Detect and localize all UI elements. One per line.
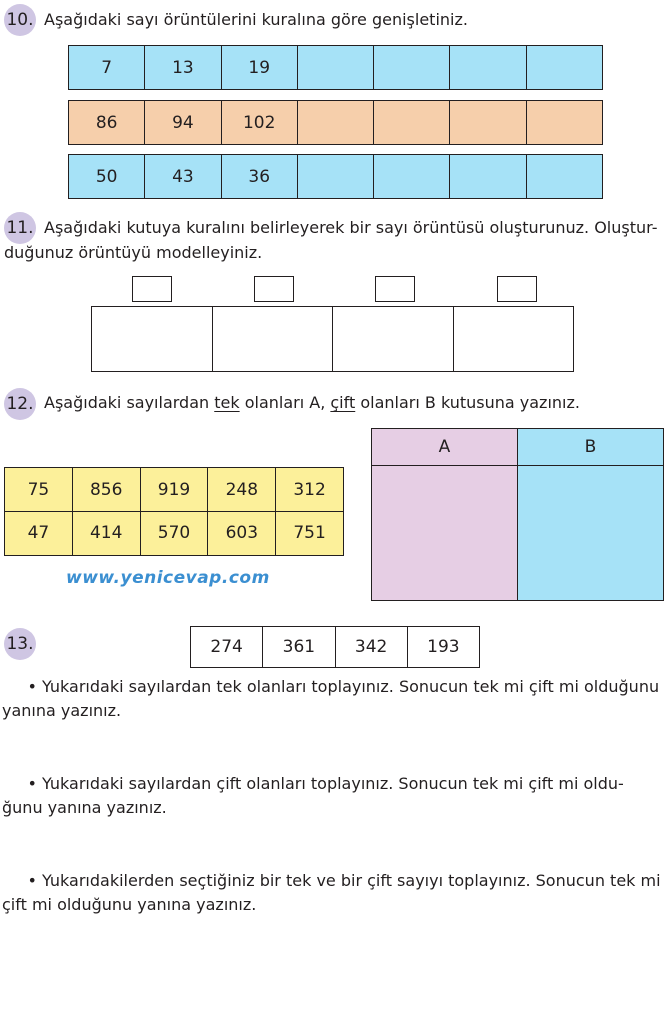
pattern-blank-cell[interactable] — [450, 155, 526, 198]
box-b-header: B — [518, 429, 663, 466]
question-10-text: Aşağıdaki sayı örüntülerini kuralına göre genişletiniz. — [44, 10, 468, 29]
watermark-logo: www.yenicevap.com — [66, 568, 270, 588]
pattern-number-box[interactable] — [375, 276, 415, 302]
pattern-blank-cell[interactable] — [527, 46, 602, 89]
q13-numbers-row — [190, 626, 480, 668]
number-cell: 312 — [293, 479, 326, 500]
pattern-blank-cell[interactable] — [298, 101, 374, 144]
q13-bullet-2-line2: ğunu yanına yazınız. — [2, 798, 167, 817]
question-13-number: 13. — [4, 628, 36, 660]
model-box[interactable] — [92, 307, 213, 371]
cift-word: çift — [330, 393, 356, 412]
pattern-cell: 94 — [145, 101, 221, 144]
pattern-blank-cell[interactable] — [450, 46, 526, 89]
pattern-blank-cell[interactable] — [527, 155, 602, 198]
number-cell: 47 — [5, 512, 73, 555]
pattern-blank-cell[interactable] — [298, 155, 374, 198]
pattern-blank-cell[interactable] — [374, 101, 450, 144]
tek-word: tek — [214, 393, 240, 412]
number-cell: 856 — [73, 468, 141, 511]
question-12-text-part: Aşağıdaki sayılardan — [44, 393, 215, 412]
q13-bullet-3-text: • Yukarıdakilerden seçtiğiniz bir tek ve bir çift sayıyı toplayınız. Sonucun tek mi — [27, 871, 661, 890]
q13-bullet-3-line2: çift mi olduğunu yanına yazınız. — [2, 895, 257, 914]
pattern-blank-cell[interactable] — [527, 101, 602, 144]
pattern-cell: 7 — [69, 46, 145, 89]
pattern-blank-cell[interactable] — [450, 101, 526, 144]
q13-bullet-1-text: • Yukarıdaki sayılardan tek olanları toplayınız. Sonucun tek mi çift mi olduğunu — [27, 677, 660, 696]
number-cell: 919 — [141, 468, 209, 511]
pattern-row-2 — [68, 100, 603, 145]
q13-bullet-2-line1 — [2, 772, 666, 796]
question-12-text-part: olanları B kutusuna yazınız. — [355, 393, 580, 412]
pattern-number-box[interactable] — [254, 276, 294, 302]
pattern-cell: 13 — [145, 46, 221, 89]
pattern-cell: 102 — [222, 101, 298, 144]
q13-bullet-1-line2: yanına yazınız. — [2, 701, 122, 720]
pattern-row-3 — [68, 154, 603, 199]
box-a-area[interactable] — [372, 466, 517, 600]
model-box[interactable] — [213, 307, 334, 371]
numbers-row-2 — [4, 511, 344, 556]
pattern-cell: 50 — [69, 155, 145, 198]
pattern-number-box[interactable] — [497, 276, 537, 302]
model-box-row — [91, 306, 574, 372]
pattern-cell: 36 — [222, 155, 298, 198]
pattern-row-1 — [68, 45, 603, 90]
pattern-blank-cell[interactable] — [374, 155, 450, 198]
q13-bullet-2-text: • Yukarıdaki sayılardan çift olanları toplayınız. Sonucun tek mi çift mi oldu- — [27, 774, 624, 793]
pattern-cell: 43 — [145, 155, 221, 198]
model-box[interactable] — [454, 307, 574, 371]
question-11-line1: Aşağıdaki kutuya kuralını belirleyerek bir sayı örüntüsü oluşturunuz. Oluştur- — [44, 218, 658, 237]
number-cell: 751 — [293, 523, 326, 543]
pattern-number-box[interactable] — [132, 276, 172, 302]
pattern-cell: 19 — [222, 46, 298, 89]
q13-bullet-1-line1 — [2, 675, 666, 699]
question-11-number: 11. — [4, 212, 36, 244]
number-cell: 414 — [73, 512, 141, 555]
question-11-line2: duğunuz örüntüyü modelleyiniz. — [4, 243, 263, 262]
number-cell: 570 — [141, 512, 209, 555]
box-b-area[interactable] — [518, 466, 663, 600]
pattern-blank-cell[interactable] — [298, 46, 374, 89]
pattern-cell: 86 — [69, 101, 145, 144]
number-cell: 248 — [208, 468, 276, 511]
number-cell: 603 — [208, 512, 276, 555]
ab-sorting-table — [371, 428, 664, 601]
number-cell: 75 — [5, 468, 73, 511]
question-12-number: 12. — [4, 388, 36, 420]
number-cell: 361 — [263, 627, 335, 667]
number-cell: 342 — [336, 627, 408, 667]
box-b — [518, 429, 663, 600]
number-cell: 193 — [427, 637, 460, 657]
question-10-number: 10. — [4, 4, 36, 36]
numbers-row-1 — [4, 467, 344, 512]
number-cell: 274 — [191, 627, 263, 667]
question-12-text — [44, 391, 580, 415]
box-a-header: A — [372, 429, 517, 466]
pattern-blank-cell[interactable] — [374, 46, 450, 89]
model-box[interactable] — [333, 307, 454, 371]
box-a — [372, 429, 518, 600]
question-12-text-part: olanları A, — [239, 393, 331, 412]
q13-bullet-3-line1 — [2, 869, 666, 893]
